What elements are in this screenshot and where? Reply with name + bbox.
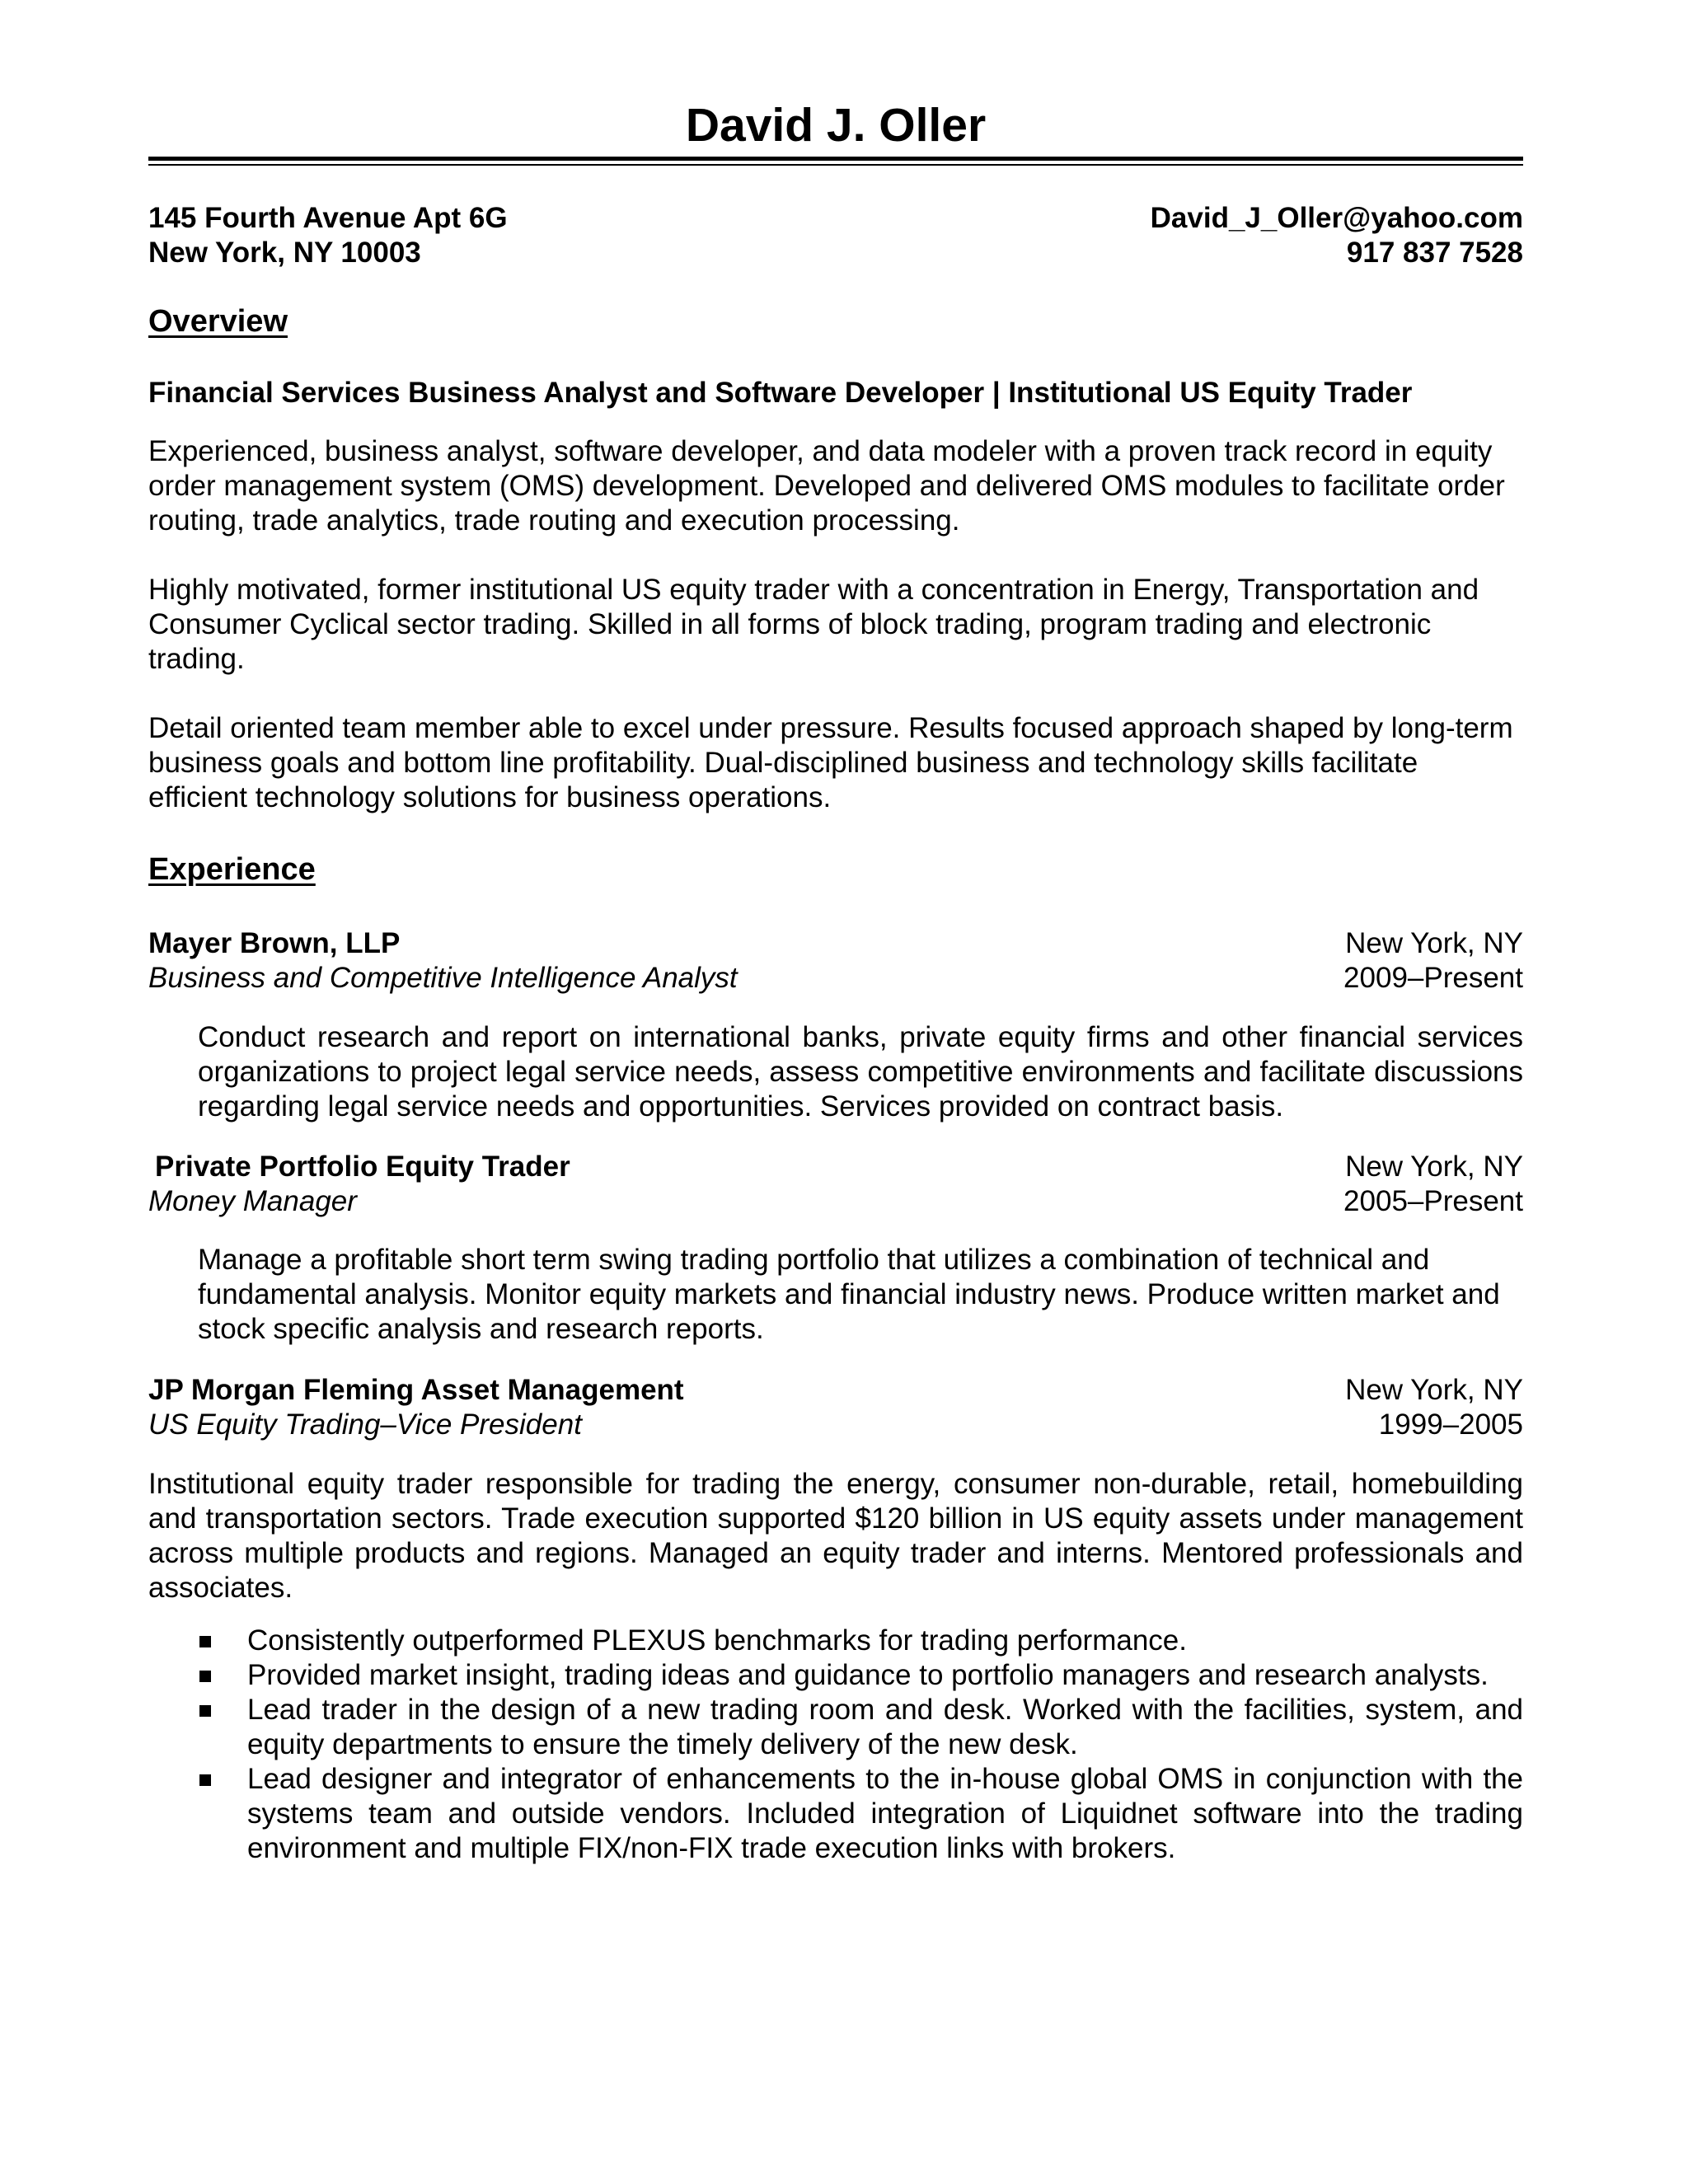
overview-paragraph-1: Experienced, business analyst, software developer, and data modeler with a proven track record in equity order management system (OMS) development. Developed and delivered OMS modules to facilitate order routing, trade analytics, trade routing and execution processing. bbox=[148, 435, 1505, 537]
job-header-row-2 bbox=[148, 1408, 1523, 1442]
job-description-mayer-brown: Conduct research and report on international banks, private equity firms and other financial services organizations to project legal service needs, assess competitive environments and facilitate discussions regarding legal service needs and opportunities. Services provided on contract basis. bbox=[198, 1021, 1523, 1122]
bullet-text: Consistently outperformed PLEXUS benchmarks for trading performance. bbox=[247, 1624, 1187, 1657]
jp-morgan-achievements-list bbox=[198, 1624, 1523, 1866]
job-header-row-2 bbox=[148, 961, 1523, 996]
job-location: New York, NY bbox=[1345, 1151, 1523, 1183]
contact-row-1 bbox=[148, 201, 1523, 236]
experience-heading: Experience bbox=[148, 852, 316, 887]
bullet-square-icon bbox=[199, 1671, 211, 1682]
contact-block bbox=[148, 201, 1523, 270]
job-dates: 1999–2005 bbox=[1378, 1408, 1523, 1441]
job-org: Private Portfolio Equity Trader bbox=[155, 1151, 570, 1183]
job-dates: 2009–Present bbox=[1343, 962, 1523, 994]
job-header-row-1 bbox=[148, 1373, 1523, 1408]
job-header-row-2 bbox=[148, 1184, 1523, 1219]
list-item bbox=[198, 1624, 1523, 1658]
candidate-name: David J. Oller bbox=[685, 99, 987, 152]
job-header-mayer-brown bbox=[148, 926, 1523, 996]
overview-paragraph-3: Detail oriented team member able to excel under pressure. Results focused approach shaped by long-term business goals and bottom line profitability. Dual-disciplined business and technology skills facilitate efficient technology solutions for business operations. bbox=[148, 712, 1513, 813]
list-item bbox=[198, 1762, 1523, 1866]
phone-number: 917 837 7528 bbox=[1346, 237, 1523, 269]
address-line-2: New York, NY 10003 bbox=[148, 237, 421, 269]
job-org: JP Morgan Fleming Asset Management bbox=[148, 1374, 684, 1406]
bullet-text: Lead trader in the design of a new trading room and desk. Worked with the facilities, system, and equity departments to ensure the timely delivery of the new desk. bbox=[247, 1694, 1523, 1760]
job-header-row-1 bbox=[148, 926, 1523, 961]
bullet-square-icon bbox=[199, 1705, 211, 1717]
job-location: New York, NY bbox=[1345, 927, 1523, 959]
job-role: Money Manager bbox=[148, 1185, 357, 1217]
header-rule-thin bbox=[148, 164, 1523, 166]
list-item bbox=[198, 1693, 1523, 1762]
job-description-private-portfolio: Manage a profitable short term swing trading portfolio that utilizes a combination of technical and fundamental analysis. Monitor equity markets and financial industry news. Produce written market and stock specific analysis and research reports. bbox=[198, 1244, 1500, 1345]
contact-row-2 bbox=[148, 236, 1523, 270]
bullet-text: Provided market insight, trading ideas and guidance to portfolio managers and research analysts. bbox=[247, 1659, 1489, 1691]
bullet-text: Lead designer and integrator of enhancements to the in-house global OMS in conjunction with the systems team and outside vendors. Included integration of Liquidnet software into the trading environment and multiple FIX/non-FIX trade execution links with brokers. bbox=[247, 1763, 1523, 1864]
overview-tagline: Financial Services Business Analyst and Software Developer | Institutional US Equity Trader bbox=[148, 377, 1413, 409]
job-dates: 2005–Present bbox=[1343, 1185, 1523, 1217]
email-address: David_J_Oller@yahoo.com bbox=[1150, 202, 1523, 234]
job-header-jp-morgan bbox=[148, 1373, 1523, 1442]
bullet-square-icon bbox=[199, 1774, 211, 1786]
job-header-row-1 bbox=[148, 1150, 1523, 1184]
overview-heading: Overview bbox=[148, 304, 288, 339]
header-rule-thick bbox=[148, 157, 1523, 161]
job-org: Mayer Brown, LLP bbox=[148, 927, 401, 959]
overview-paragraph-2: Highly motivated, former institutional US equity trader with a concentration in Energy, Transportation and Consumer Cyclical sector trading. Skilled in all forms of block trading, program trading and electronic trading. bbox=[148, 574, 1479, 675]
bullet-square-icon bbox=[199, 1636, 211, 1647]
list-item bbox=[198, 1658, 1523, 1693]
job-role: US Equity Trading–Vice President bbox=[148, 1408, 582, 1441]
address-line-1: 145 Fourth Avenue Apt 6G bbox=[148, 202, 508, 234]
job-header-private-portfolio bbox=[148, 1150, 1523, 1219]
job-description-jp-morgan: Institutional equity trader responsible for trading the energy, consumer non-durable, retail, homebuilding and transportation sectors. Trade execution supported $120 billion in US equity assets under management across multiple products and regions. Managed an equity trader and interns. Mentored professionals and associates. bbox=[148, 1468, 1523, 1604]
job-location: New York, NY bbox=[1345, 1374, 1523, 1406]
job-role: Business and Competitive Intelligence Analyst bbox=[148, 962, 738, 994]
